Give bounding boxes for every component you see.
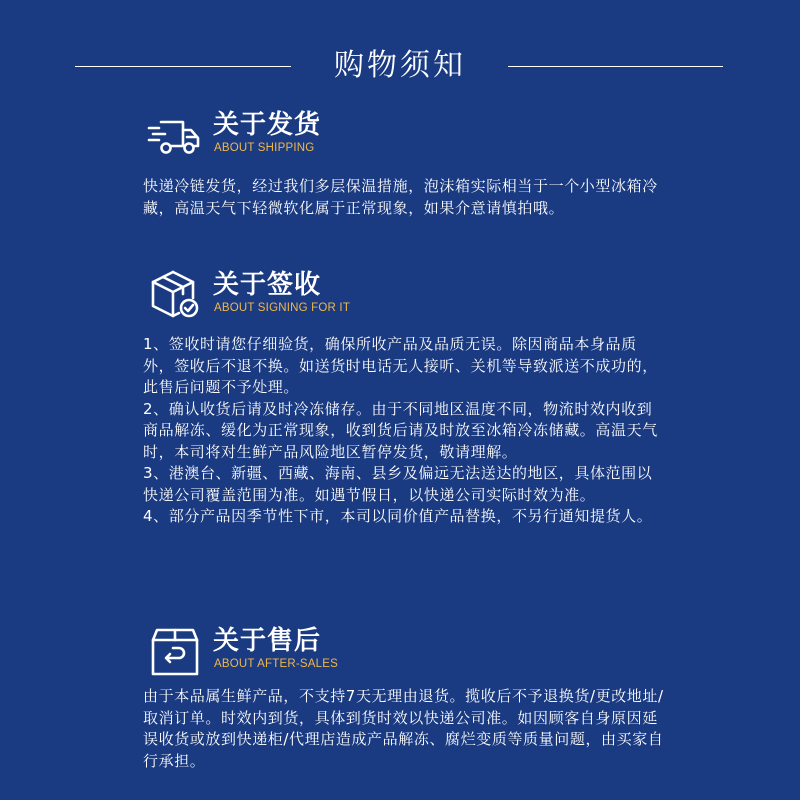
shipping-text	[143, 176, 665, 219]
return-box-icon	[147, 624, 203, 680]
after-sales-text	[143, 686, 665, 772]
paragraph: 1、签收时请您仔细验货，确保所收产品及品质无误。除因商品本身品质外，签收后不退不换。如送货时电话无人接听、关机等导致派送不成功的，此售后问题不予处理。	[143, 335, 658, 396]
section-subtitle: ABOUT SHIPPING	[214, 142, 315, 154]
section-subtitle: ABOUT SIGNING FOR IT	[214, 302, 351, 314]
paragraph: 4、部分产品因季节性下市，本司以同价值产品替换，不另行通知提货人。	[143, 507, 653, 525]
signing-text	[143, 334, 665, 528]
section-title: 关于发货	[213, 110, 322, 140]
page-header	[0, 40, 800, 90]
section-title: 关于售后	[213, 626, 322, 656]
package-check-icon	[147, 268, 203, 324]
paragraph: 由于本品属生鲜产品，不支持7天无理由退货。揽收后不予退换货/更改地址/取消订单。时效内到货，具体到货时效以快递公司准。如因顾客自身原因延误收货或放到快递柜/代理店造成产品解冻、腐烂变质等质量问题，由买家自行承担。	[143, 687, 664, 770]
delivery-truck-icon	[147, 108, 203, 164]
section-subtitle: ABOUT AFTER-SALES	[214, 658, 338, 670]
header-divider-left	[75, 66, 291, 67]
header-divider-right	[508, 66, 723, 67]
section-title: 关于签收	[213, 270, 322, 300]
paragraph: 2、确认收货后请及时冷冻储存。由于不同地区温度不同，物流时效内收到商品解冻、缓化为正常现象，收到货后请及时放至冰箱冷冻储藏。高温天气时，本司将对生鲜产品风险地区暂停发货，敬请理解。	[143, 399, 658, 461]
paragraph: 快递冷链发货，经过我们多层保温措施，泡沫箱实际相当于一个小型冰箱冷藏，高温天气下轻微软化属于正常现象，如果介意请慎拍哦。	[143, 177, 658, 217]
page-title: 购物须知	[334, 48, 466, 83]
paragraph: 3、港澳台、新疆、西藏、海南、县乡及偏远无法送达的地区，具体范围以快递公司覆盖范围为准。如遇节假日，以快递公司实际时效为准。	[143, 464, 653, 504]
